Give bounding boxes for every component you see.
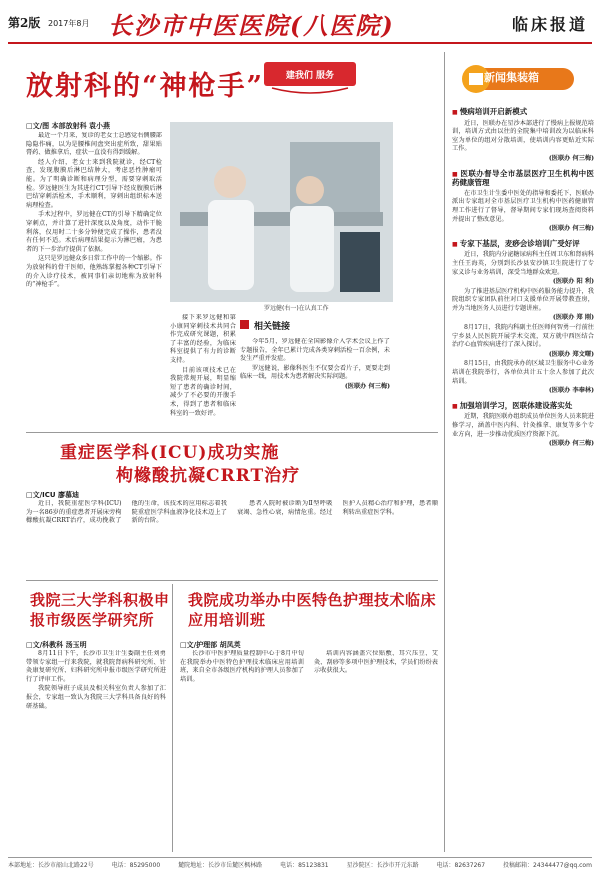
section-divider xyxy=(26,432,438,433)
paragraph: 患者入院时被诊断为Ⅱ型呼吸衰竭、急性心衰，病情危重。经过医护人员精心治疗和护理，患者顺利转出重症医学科。 xyxy=(237,500,438,516)
section-divider xyxy=(26,580,438,581)
news-item-body: 为了推进基层医疗机构中医药服务能力提升，我院组织专家团队前往对口支援单位开展带教查房，并为当地医务人员进行专题讲座。 xyxy=(452,287,594,312)
paragraph: 罗远健说，影像科医生不仅要会看片子，更要走到临床一线，用技术为患者解决实际问题。 xyxy=(240,364,390,381)
paragraph: 培训内容涵盖穴位贴敷、耳穴压豆、艾灸、刮痧等多项中医护理技术，学员们纷纷表示收获很大。 xyxy=(314,650,438,675)
column-divider xyxy=(172,584,173,852)
news-item-credit: (医联办 何三梅) xyxy=(548,440,594,448)
article1-col4 xyxy=(240,338,390,422)
issue-date: 2017年8月 xyxy=(48,19,90,28)
news-item-body: 8月15日，由我院承办的区域卫生服务中心业务培训在我院举行，各单位共计五十余人参加了此次培训。 xyxy=(452,360,594,385)
news-item-title: ■ 加强培训学习，医联体建设落实处 xyxy=(452,402,594,412)
news-badge-label: 新闻集装箱 xyxy=(484,71,539,84)
news-item-title: ■ 慢病培训开启新模式 xyxy=(452,108,594,118)
footer-address: 本部地址：长沙市韶山北路22号 xyxy=(8,862,94,869)
paragraph: 我院领导班子成员及相关科室负责人参加了汇报会，专家组一致认为我院三大学科具备良好的科研基础。 xyxy=(26,685,166,710)
article1-col3 xyxy=(170,314,236,424)
footer xyxy=(8,860,592,869)
footer-xingsha: 星沙院区：长沙市开元东路 xyxy=(346,862,419,869)
paragraph: 最近一个月来，复诊的老女士总感觉右侧腰部隐隐作痛，以为是腰椎间盘突出症所致，甜果贴膏药、做推拿后，症状一直没有得到缓解。 xyxy=(26,132,162,157)
photo-caption: 罗远健(右一)在认真工作 xyxy=(264,305,329,312)
footer-rule xyxy=(8,857,592,858)
news-item-credit: (医联办 李奉林) xyxy=(548,387,594,395)
news-item-body: 近日，医联办在星沙本部进行了慢病上报规范培训，培训方式由以往的全院集中培训改为以临床科室为单位的组对分散培训，使培训内容更贴近实际工作。 xyxy=(452,119,594,153)
footer-email: 投稿邮箱：24344477@qq.com xyxy=(503,862,592,869)
news-item-credit: (医联办 郑 刚) xyxy=(552,314,594,322)
photo-illustration xyxy=(170,122,393,302)
svg-text:建我们 服务: 建我们 服务 xyxy=(285,71,335,81)
paragraph: 接下来罗远健和第小康同穿刺技术共同合作完成研究课题，积累了丰富的经验，为临床科室提供了有力的诊断支持。 xyxy=(170,314,236,364)
footer-branch: 麓院地址：长沙市岳麓区枫林路 xyxy=(178,862,263,869)
news-item-credit: (医联办 郑文曙) xyxy=(548,350,594,358)
news-item-credit: (医联办 何三梅) xyxy=(548,154,594,162)
article3-body xyxy=(26,650,166,850)
article4-byline: □文/护理部 胡凤英 xyxy=(180,641,241,649)
edition-label: 第2版 xyxy=(8,16,41,30)
related-links-heading: 相关链接 xyxy=(240,320,390,334)
news-item-body: 在市卫生计生委中医处的指导和委托下，医联办派出专家组对全市基层医疗卫生机构中医药健康管理工作进行了督导，督导期间专家们现场查阅资料并提出了整改意见。 xyxy=(452,189,594,223)
paragraph: 8月11日下午，长沙市卫生计生委副主任刘勇带领专家组一行来我院，就我院肾病科研究所、针灸康复研究所、妇科研究所申报市级医学研究所进行了评审工作。 xyxy=(26,650,166,683)
article4-body xyxy=(180,650,438,850)
paragraph: 目前该项技术已在我院常规开展，明显缩短了患者的确诊时间，减少了不必要的开腹手术，得到了患者和临床科室的一致好评。 xyxy=(170,366,236,417)
news-item-body: 8月17日，我院内科副主任医师何智勇一行前往宁乡县人民医院开展学术交流，双方就中西医结合治疗心血管疾病进行了深入探讨。 xyxy=(452,324,594,349)
article2-headline-line2: 枸橼酸抗凝CRRT治疗 xyxy=(116,466,301,486)
footer-phone: 电话：85295000 xyxy=(111,862,161,869)
news-item-body: 近期，我院医联办组织成员单位医务人员来院进修学习，涵盖中医内科、针灸推拿、康复等多个专业方向，进一步推动优质医疗资源下沉。 xyxy=(452,413,594,438)
news-item-title: ■ 医联办督导全市基层医疗卫生机构中医药健康管理 xyxy=(452,170,594,188)
article3-byline: □文/科教科 汤玉明 xyxy=(26,641,87,649)
news-item-title: ■ 专家下基层，麦痧会诊培训广受好评 xyxy=(452,240,594,250)
footer-phone: 电话：82637267 xyxy=(436,862,486,869)
campaign-stamp xyxy=(262,58,358,98)
news-item-credit: (医联办 阳 利) xyxy=(552,278,594,286)
article1-col1 xyxy=(26,132,162,424)
paragraph: 长沙市中医护理质量控制中心于8月中旬在我院举办中医特色护理技术临床应用培训班，来自全市各级医疗机构的护理人员参加了培训。 xyxy=(180,650,304,683)
article2-headline-line1: 重症医学科(ICU)成功实施 xyxy=(60,443,280,463)
section-title: 临床报道 xyxy=(511,15,588,34)
column-divider xyxy=(444,52,445,852)
masthead: 长沙市中医医院(八医院) xyxy=(108,11,395,40)
article3-headline: 我院三大学科积极申报市级医学研究所 xyxy=(30,591,170,629)
paragraph: 经人介绍，老女士来到我院就诊，经CT检查，发现腹膜后淋巴结肿大，考虑恶性肿瘤可能。为了明确诊断和病理分型，需要穿刺取活检。罗远健医生为其进行CT引导下经皮腹膜后淋巴结穿刺活检术，手术顺利，穿刺出组织标本送病理检查。 xyxy=(26,158,162,209)
paragraph: 手术过程中，罗远健在CT的引导下精确定位穿刺点，并计算了进针深度以及角度，动作干脆利落，仅用时二十多分钟便完成了操作，患者没有任何不适。术后病理结果提示为淋巴瘤，为患者的下一步治疗提供了依据。 xyxy=(26,211,162,253)
square-icon xyxy=(240,320,249,329)
paragraph: 近日，我院重症医学科(ICU)为一名86岁的重症患者开展床旁枸橼酸抗凝CRRT治疗，成功挽救了他的生命，该技术的应用标志着我院重症医学科血液净化技术迈上了新的台阶。 xyxy=(26,500,227,525)
article4-headline: 我院成功举办中医特色护理技术临床应用培训班 xyxy=(188,591,437,629)
article-photo xyxy=(170,122,393,302)
article1-byline: □文/图 本部放射科 袁小燕 xyxy=(26,122,111,130)
header-rule xyxy=(8,42,592,44)
article2-byline: □文/ICU 廖慕迪 xyxy=(26,491,80,499)
footer-phone: 电话：85123831 xyxy=(280,862,329,869)
news-item-credit: (医联办 何三梅) xyxy=(548,225,594,233)
article1-headline: 放射科的“神枪手” xyxy=(26,71,265,102)
article2-body xyxy=(26,500,438,576)
paragraph: 这只是罗远健众多日常工作中的一个缩影。作为放射科的骨干医师，他熟练掌握各种CT引导下的介入诊疗技术，被同事们亲切地称为放射科的“神枪手”。 xyxy=(26,255,162,289)
article1-credit: (医联办 何三梅) xyxy=(344,382,390,390)
paragraph: 今年5月，罗远健在全国影像介入学术会议上作了专题报告，全年已累计完成各类穿刺活检一百余例，未发生严重并发症。 xyxy=(240,338,390,363)
news-item-body: 近日，我院内分泌糖尿病科主任周卫东和肾病科主任王海英，分别到长沙县安沙镇卫生院进行了专家义诊与业务培训，深受当地群众欢迎。 xyxy=(452,251,594,276)
sidebar-news xyxy=(452,102,594,850)
